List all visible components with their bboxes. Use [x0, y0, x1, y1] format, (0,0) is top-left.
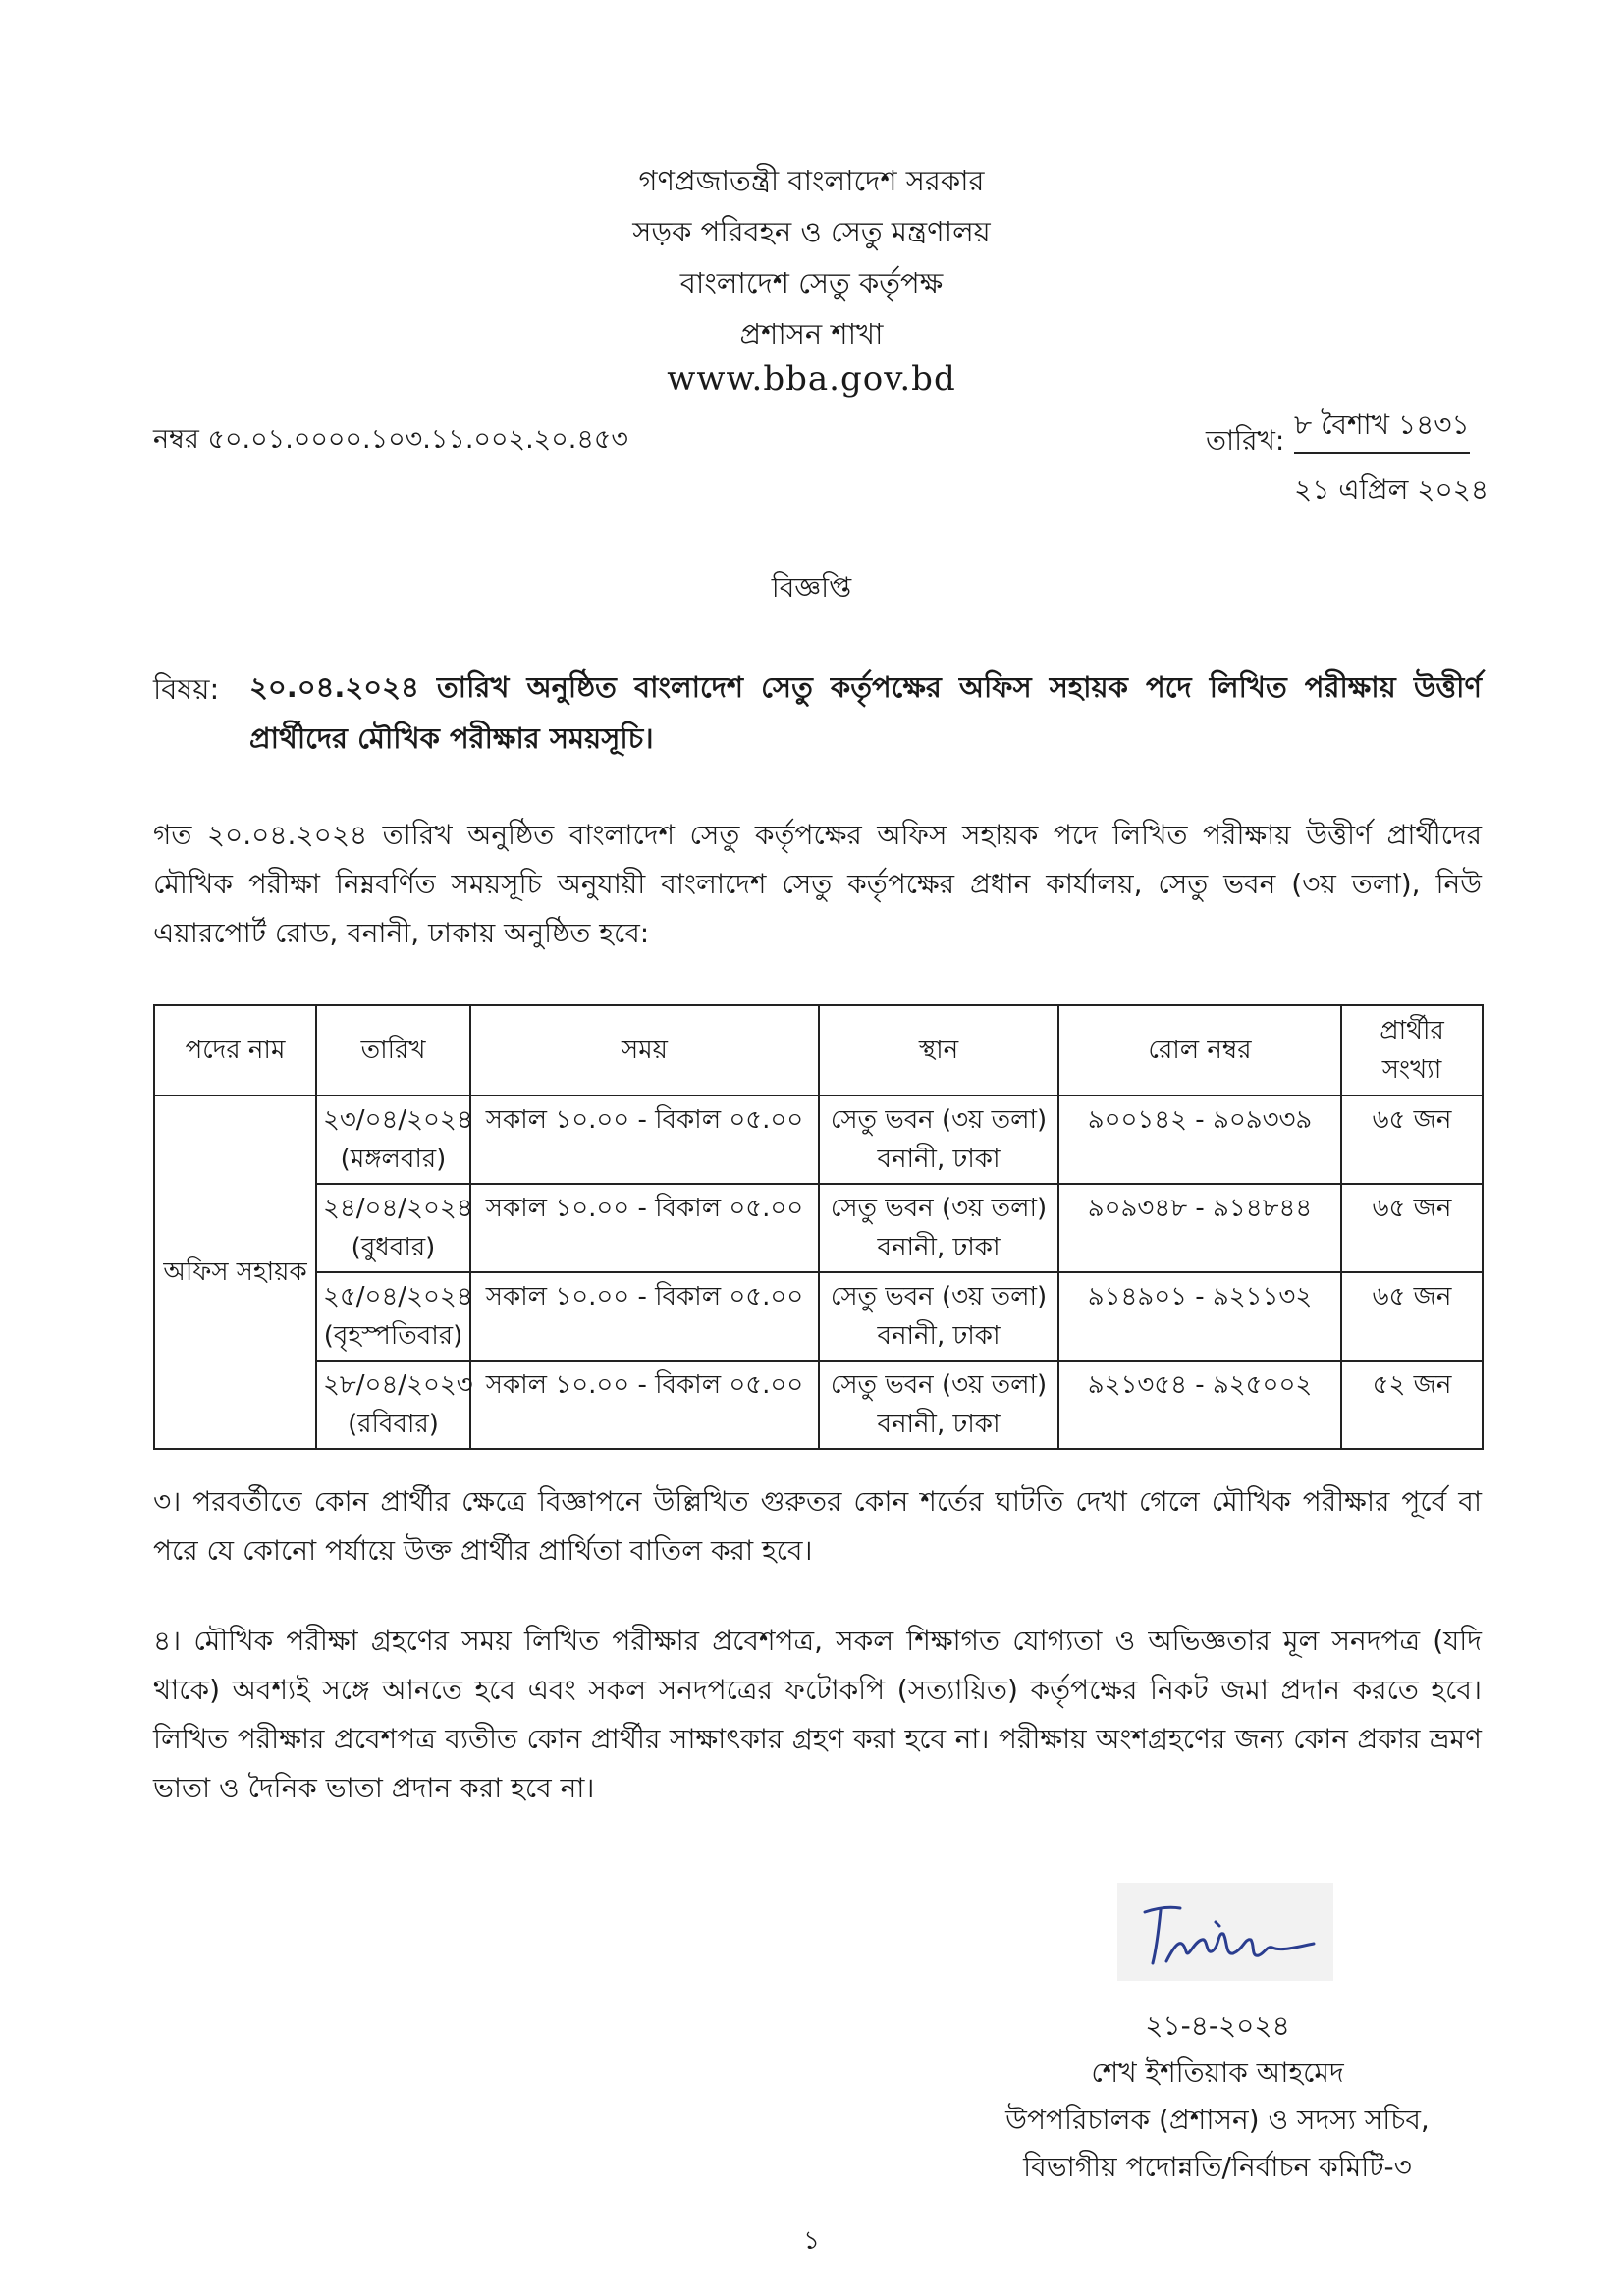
venue-line-2: বনানী, ঢাকা: [877, 1410, 1001, 1439]
count-cell: ৬৫ জন: [1341, 1184, 1483, 1272]
date-cell: [316, 1095, 473, 1184]
signature-image: [1117, 1883, 1333, 1981]
memo-number: নম্বর ৫০.০১.০০০০.১০৩.১১.০০২.২০.৪৫৩: [153, 424, 628, 454]
header-time: সময়: [470, 1005, 819, 1095]
government-name: গণপ্রজাতন্ত্রী বাংলাদেশ সরকার: [638, 164, 985, 197]
date-label: তারিখ:: [1206, 424, 1285, 456]
paragraph-4: ৪। মৌখিক পরীক্ষা গ্রহণের সময় লিখিত পরীক্ষার প্রবেশপত্র, সকল শিক্ষাগত যোগ্যতা ও অভিজ্ঞতার মূল সনদপত্র (যদি থাকে) অবশ্যই সঙ্গে আনতে হবে এবং সকল সনদপত্রের ফটোকপি (সত্যায়িত) কর্তৃপক্ষের নিকট জমা প্রদান করতে হবে। লিখিত পরীক্ষার প্রবেশপত্র ব্যতীত কোন প্রার্থীর সাক্ষাৎকার গ্রহণ করা হবে না। পরীক্ষায় অংশগ্রহণের জন্য কোন প্রকার ভ্রমণ ভাতা ও দৈনিক ভাতা প্রদান করা হবে না।: [153, 1625, 1482, 1804]
time-cell: সকাল ১০.০০ - বিকাল ০৫.০০: [470, 1184, 819, 1272]
date-bangla: ৮ বৈশাখ ১৪৩১: [1294, 403, 1470, 454]
venue-line-1: সেতু ভবন (৩য় তলা): [830, 1105, 1048, 1135]
authority-name: বাংলাদেশ সেতু কর্তৃপক্ষ: [679, 266, 944, 299]
venue-line-2: বনানী, ঢাকা: [877, 1233, 1001, 1262]
header-date: তারিখ: [316, 1005, 470, 1095]
date-cell: [316, 1184, 473, 1272]
schedule-table: [153, 1004, 1484, 1450]
header-count: প্রার্থীর সংখ্যা: [1341, 1005, 1483, 1095]
count-cell: ৬৫ জন: [1341, 1095, 1483, 1184]
roll-cell: ৯১৪৯০১ - ৯২১১৩২: [1058, 1272, 1341, 1361]
day-value: (রবিবার): [348, 1410, 439, 1439]
signature-scrawl-icon: [1117, 1883, 1333, 1981]
date-value: ২৪/০৪/২০২৪: [323, 1194, 473, 1223]
day-value: (বুধবার): [351, 1233, 436, 1262]
count-cell: ৫২ জন: [1341, 1361, 1483, 1449]
venue-cell: [819, 1272, 1058, 1361]
time-cell: সকাল ১০.০০ - বিকাল ০৫.০০: [470, 1361, 819, 1449]
table-row: [154, 1095, 1483, 1184]
page-number: ১: [803, 2226, 820, 2256]
venue-line-2: বনানী, ঢাকা: [877, 1145, 1001, 1174]
intro-paragraph: গত ২০.০৪.২০২৪ তারিখ অনুষ্ঠিত বাংলাদেশ সেতু কর্তৃপক্ষের অফিস সহায়ক পদে লিখিত পরীক্ষায় উত্তীর্ণ প্রার্থীদের মৌখিক পরীক্ষা নিম্নবর্ণিত সময়সূচি অনুযায়ী বাংলাদেশ সেতু কর্তৃপক্ষের প্রধান কার্যালয়, সেতু ভবন (৩য় তলা), নিউ এয়ারপোর্ট রোড, বনানী, ঢাকায় অনুষ্ঠিত হবে:: [153, 819, 1482, 949]
signatory-designation-1: উপপরিচালক (প্রশাসন) ও সদস্য সচিব,: [1005, 2104, 1430, 2136]
table-row: [154, 1272, 1483, 1361]
roll-cell: ৯২১৩৫৪ - ৯২৫০০২: [1058, 1361, 1341, 1449]
paragraph-3: ৩। পরবর্তীতে কোন প্রার্থীর ক্ষেত্রে বিজ্ঞাপনে উল্লিখিত গুরুতর কোন শর্তের ঘাটতি দেখা গেলে মৌখিক পরীক্ষার পূর্বে বা পরে যে কোনো পর্যায়ে উক্ত প্রার্থীর প্রার্থিতা বাতিল করা হবে।: [153, 1485, 1482, 1567]
venue-cell: [819, 1184, 1058, 1272]
time-cell: সকাল ১০.০০ - বিকাল ০৫.০০: [470, 1095, 819, 1184]
roll-cell: ৯০৯৩৪৮ - ৯১৪৮৪৪: [1058, 1184, 1341, 1272]
venue-line-2: বনানী, ঢাকা: [877, 1321, 1001, 1351]
venue-cell: [819, 1361, 1058, 1449]
signature-block: [923, 2002, 1512, 2191]
day-value: (মঙ্গলবার): [340, 1145, 447, 1174]
venue-line-1: সেতু ভবন (৩য় তলা): [830, 1282, 1048, 1311]
table-row: [154, 1184, 1483, 1272]
subject-text: ২০.০৪.২০২৪ তারিখ অনুষ্ঠিত বাংলাদেশ সেতু কর্তৃপক্ষের অফিস সহায়ক পদে লিখিত পরীক্ষায় উত্তীর্ণ প্রার্থীদের মৌখিক পরীক্ষার সময়সূচি।: [249, 670, 1482, 755]
time-cell: সকাল ১০.০০ - বিকাল ০৫.০০: [470, 1272, 819, 1361]
post-cell: অফিস সহায়ক: [154, 1095, 316, 1449]
table-header-row: [154, 1005, 1483, 1095]
date-cell: [316, 1361, 473, 1449]
date-value: ২৮/০৪/২০২৩: [323, 1370, 473, 1400]
venue-cell: [819, 1095, 1058, 1184]
date-value: ২৩/০৪/২০২৪: [323, 1105, 473, 1135]
date-value: ২৫/০৪/২০২৪: [323, 1282, 473, 1311]
notice-title: বিজ্ঞপ্তি: [771, 571, 852, 604]
ministry-name: সড়ক পরিবহন ও সেতু মন্ত্রণালয়: [632, 215, 991, 248]
venue-line-1: সেতু ভবন (৩য় তলা): [830, 1370, 1048, 1400]
branch-name: প্রশাসন শাখা: [739, 317, 884, 350]
date-english: ২১ এপ্রিল ২০২৪: [1294, 473, 1489, 506]
header-post: পদের নাম: [154, 1005, 316, 1095]
signatory-name: শেখ ইশতিয়াক আহমেদ: [1091, 2056, 1344, 2089]
roll-cell: ৯০০১৪২ - ৯০৯৩৩৯: [1058, 1095, 1341, 1184]
header-roll: রোল নম্বর: [1058, 1005, 1341, 1095]
day-value: (বৃহস্পতিবার): [323, 1321, 463, 1351]
table-row: [154, 1361, 1483, 1449]
count-cell: ৬৫ জন: [1341, 1272, 1483, 1361]
signed-date: ২১-৪-২০২৪: [1145, 2009, 1290, 2042]
venue-line-1: সেতু ভবন (৩য় তলা): [830, 1194, 1048, 1223]
subject-label: বিষয়:: [153, 672, 220, 706]
signatory-designation-2: বিভাগীয় পদোন্নতি/নির্বাচন কমিটি-৩: [1023, 2151, 1412, 2183]
website-link[interactable]: www.bba.gov.bd: [667, 359, 956, 399]
header-venue: স্থান: [819, 1005, 1058, 1095]
date-cell: [316, 1272, 473, 1361]
